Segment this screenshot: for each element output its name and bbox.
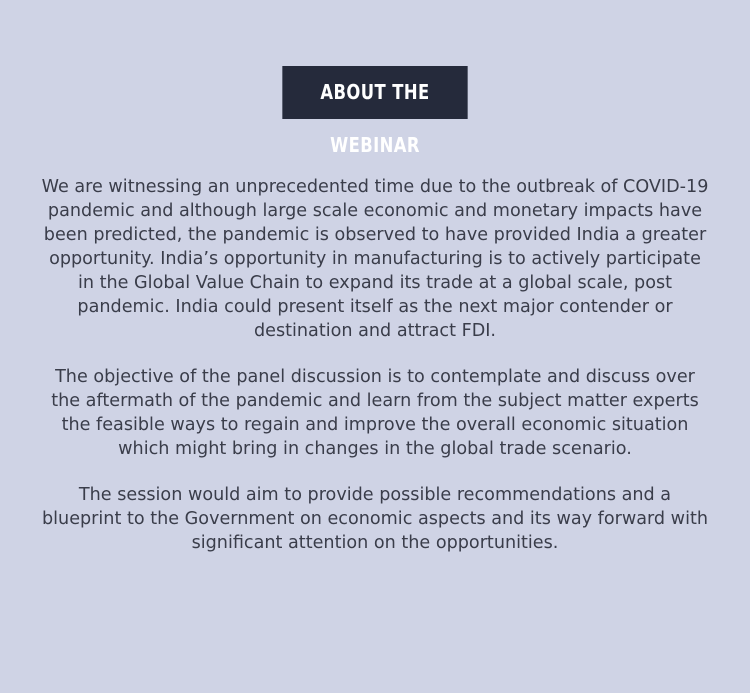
title-badge bbox=[282, 66, 467, 157]
paragraph-intro: We are witnessing an unprecedented time due to the outbreak of COVID-19 pandemic and although large scale economic and monetary impacts have been predicted, the pandemic is observed to have provided India a greater opportunity. India’s opportunity in manufacturing is to actively participate in the Global Value Chain to expand its trade at a global scale, post pandemic. India could present itself as the next major contender or destination and attract FDI. bbox=[41, 177, 709, 341]
webinar-description bbox=[40, 175, 710, 555]
page-title: ABOUT THE WEBINAR bbox=[320, 80, 430, 157]
title-section bbox=[0, 66, 750, 156]
paragraph-session-aim: The session would aim to provide possible recommendations and a blueprint to the Government on economic aspects and its way forward with significant attention on the opportunities. bbox=[41, 485, 709, 553]
paragraph-objective: The objective of the panel discussion is to contemplate and discuss over the aftermath of the pandemic and learn from the subject matter experts the feasible ways to regain and improve the overall economic situation which might bring in changes in the global trade scenario. bbox=[51, 367, 699, 459]
